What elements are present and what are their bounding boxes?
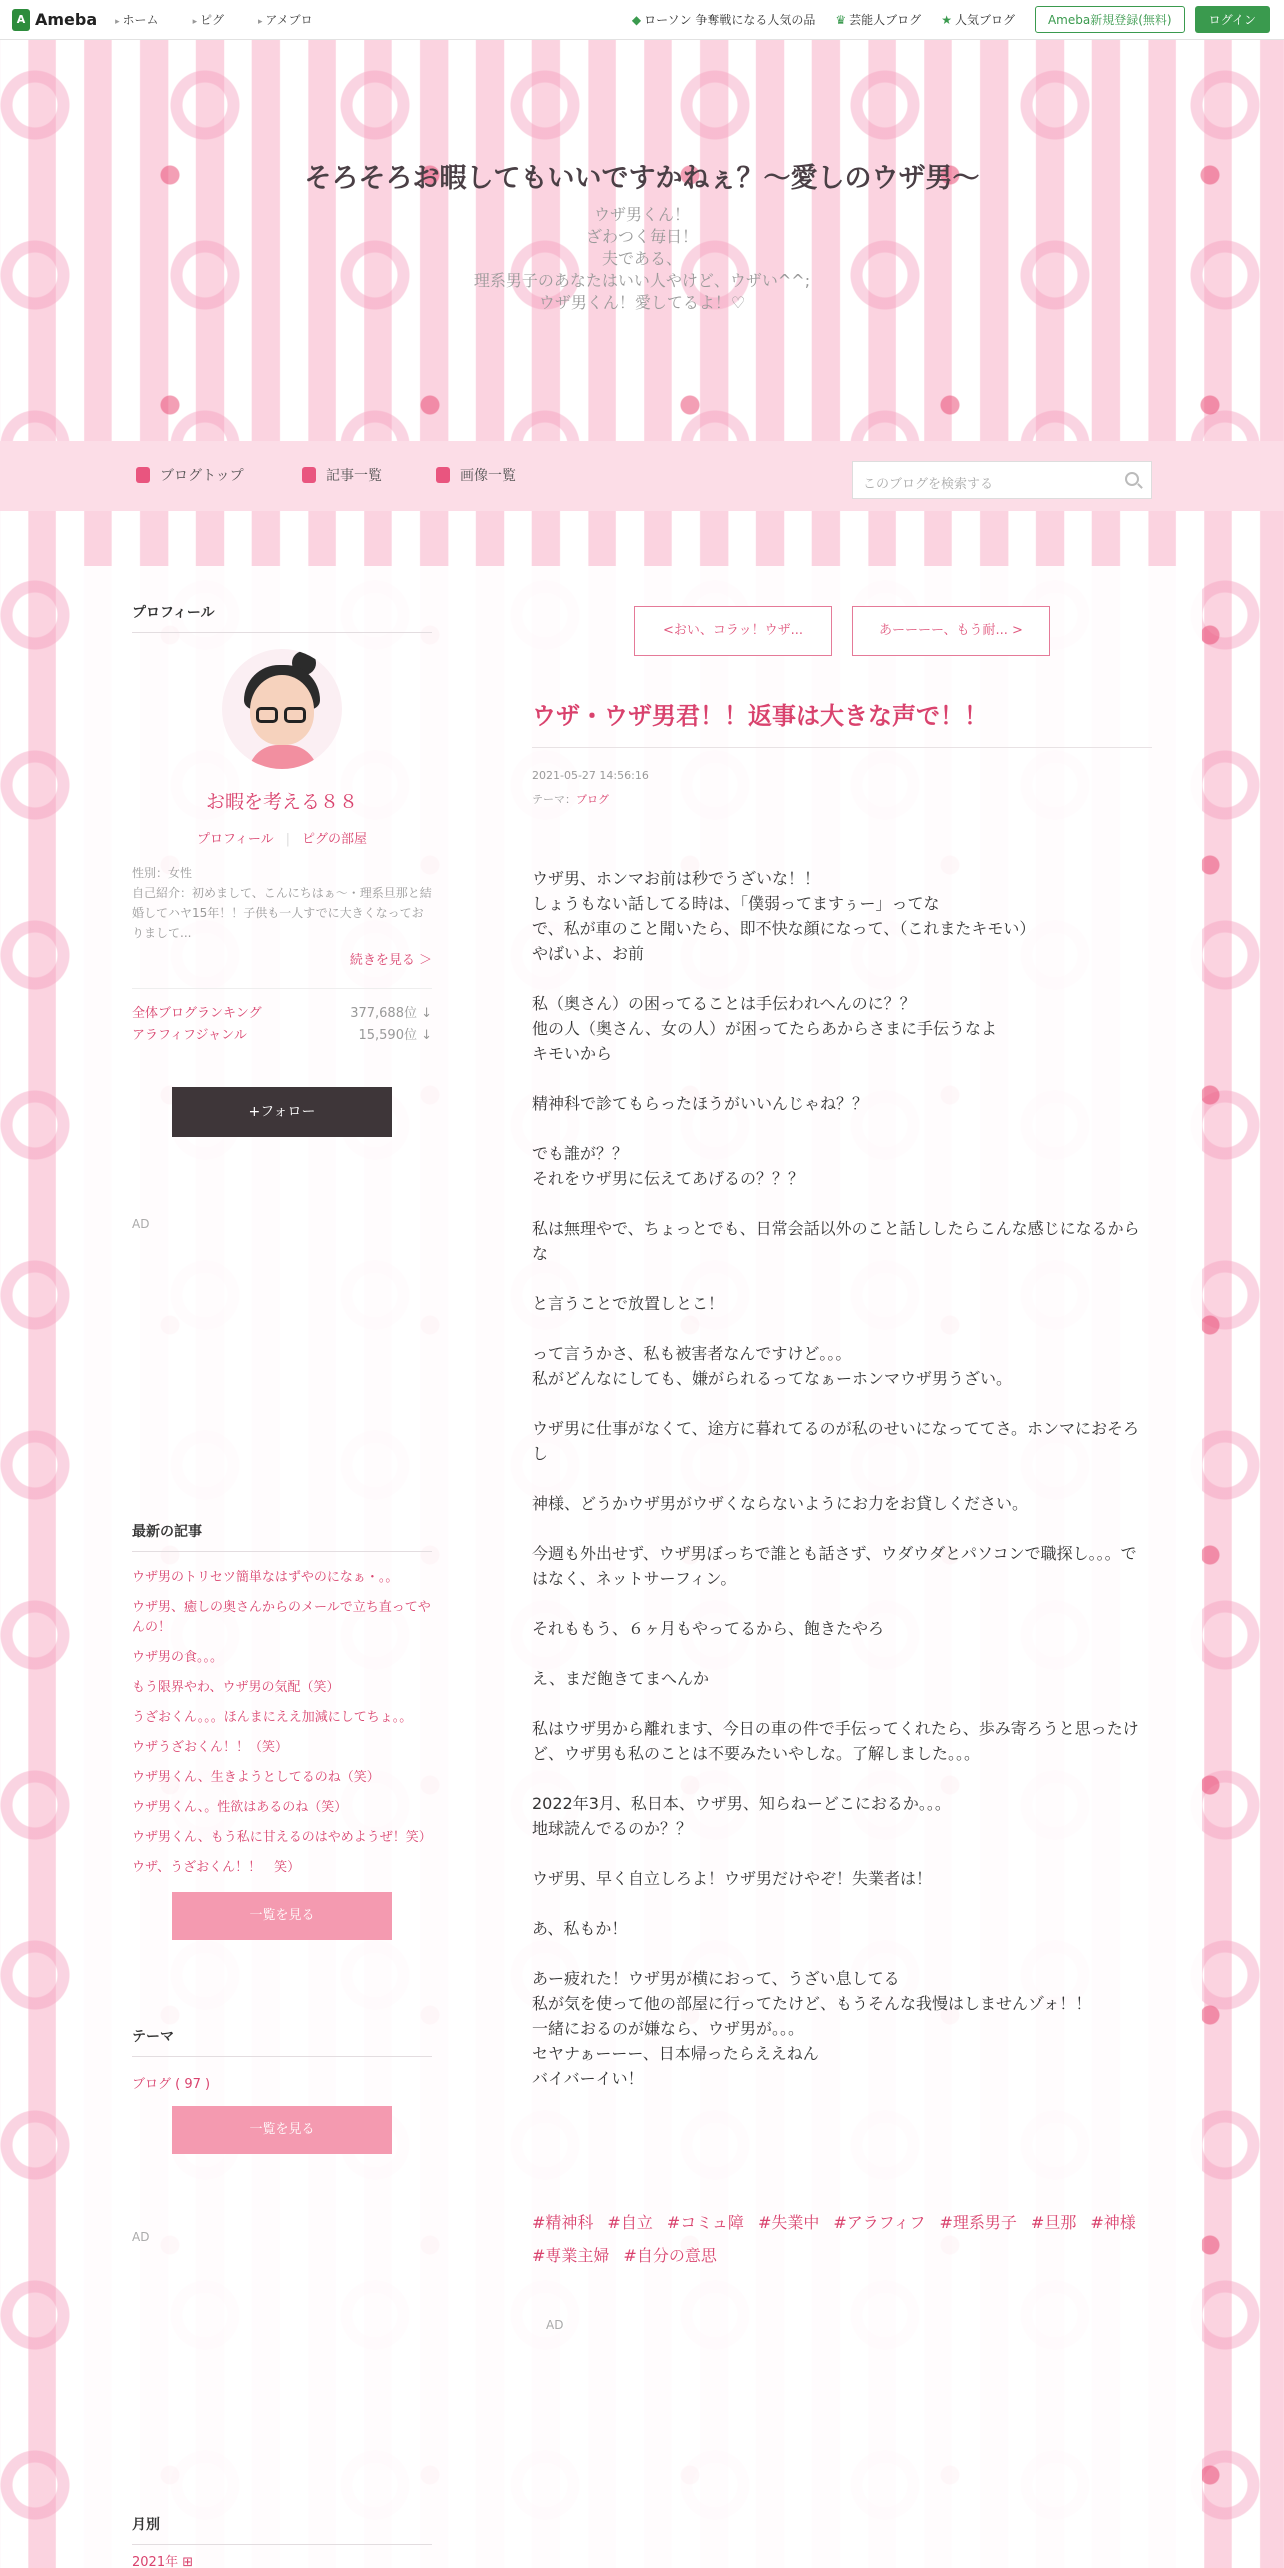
list-item[interactable]: ウザ男くん、もう私に甘えるのはやめようぜ！笑） bbox=[132, 1830, 432, 1845]
article-line: 私（奥さん）の困ってることは手伝われへんのに？？ bbox=[532, 994, 916, 1013]
profile-heading: プロフィール bbox=[132, 602, 432, 633]
article-line: キモいから bbox=[532, 1044, 613, 1063]
article-line: 他の人（奥さん、女の人）が困ってたらあからさまに手伝うなよ bbox=[532, 1019, 997, 1038]
article-line: と言うことで放置しとこ！ bbox=[532, 1294, 725, 1313]
hashtag[interactable]: #自分の意思 bbox=[623, 2246, 717, 2265]
list-item[interactable]: ウザ、うざおくん！！ 笑） bbox=[132, 1860, 301, 1875]
hashtag[interactable]: #自立 bbox=[607, 2213, 653, 2232]
hashtag[interactable]: #精神科 bbox=[532, 2213, 594, 2232]
blog-header bbox=[0, 40, 1284, 440]
article-body bbox=[532, 866, 1152, 2091]
hashtag[interactable]: #アラフィフ bbox=[833, 2213, 926, 2232]
article-title[interactable]: ウザ・ウザ男君！！返事は大きな声で！！ bbox=[532, 696, 1152, 748]
entry-list-icon bbox=[302, 467, 316, 483]
article-line: バイバーイい！ bbox=[532, 2069, 644, 2088]
list-item[interactable]: ウザ男の食。。。 bbox=[132, 1650, 224, 1665]
avatar[interactable] bbox=[222, 649, 342, 769]
hashtag[interactable]: #神様 bbox=[1090, 2213, 1136, 2232]
article-line: で、私が車のこと聞いたら、即不快な顔になって、（これまたキモい） bbox=[532, 919, 1036, 938]
article-line: あ、私もか！ bbox=[532, 1919, 628, 1938]
blog-title[interactable]: そろそろお暇してもいいですかねぇ？〜愛しのウザ男〜 bbox=[304, 163, 980, 194]
nav-entry-list[interactable]: 記事一覧 bbox=[302, 465, 382, 485]
nav-image-list[interactable]: 画像一覧 bbox=[436, 465, 516, 485]
prev-article-button[interactable]: <おい、コラッ！ウザ... bbox=[634, 606, 832, 656]
register-button[interactable]: Ameba新規登録(無料) bbox=[1035, 6, 1185, 33]
list-item[interactable]: もう限界やわ、ウザ男の気配（笑） bbox=[132, 1680, 340, 1695]
hashtag[interactable]: #コミュ障 bbox=[666, 2213, 744, 2232]
theme-more-button[interactable]: 一覧を見る bbox=[172, 2106, 392, 2154]
recent-more-button[interactable]: 一覧を見る bbox=[172, 1892, 392, 1940]
article-line: え、まだ飽きてまへんか bbox=[532, 1669, 709, 1688]
profile-link[interactable]: プロフィール bbox=[196, 832, 274, 847]
month-item[interactable]: 2021年 ⊞ bbox=[132, 2555, 194, 2568]
hashtag[interactable]: #専業主婦 bbox=[532, 2246, 610, 2265]
article-line: 私は無理やで、ちょっとでも、日常会話以外のこと話ししたらこんな感じになるからな bbox=[532, 1219, 1140, 1263]
rank-overall-label[interactable]: 全体ブログランキング bbox=[132, 1006, 262, 1021]
nav-blog-top[interactable]: ブログトップ bbox=[136, 465, 244, 485]
blog-nav bbox=[0, 441, 1284, 511]
list-item[interactable]: ウザ男のトリセツ簡単なはずやのになぁ・。。 bbox=[132, 1570, 399, 1585]
crown-icon: ♛ bbox=[835, 13, 847, 27]
list-item[interactable]: うざおくん。。。ほんまにええ加減にしてちょ。。 bbox=[132, 1710, 413, 1725]
article-line: 一緒におるのが嫌なら、ウザ男が。。。 bbox=[532, 2019, 805, 2038]
hashtag-list bbox=[532, 2206, 1152, 2272]
list-item[interactable]: ウザ男くん、生きようとしてるのね（笑） bbox=[132, 1770, 380, 1785]
topbar-link-popular[interactable]: ★ 人気ブログ bbox=[941, 13, 1015, 27]
main-container: プロフィール お暇を考える８８ プロフィール | ピグの部屋 性別：女性 自己紹介：初めまして、こんにちはぁ〜・理系旦那と結婚してハヤ15年！！子供も一人すでに大きくなっておりまして... 続きを見る ＞ 全体ブログランキング 377,688位 ↓ アラフィフジャンル 15,590位 ↓ +フォロー AD 最新の記事 ウザ男のトリセツ簡単なはずやのになぁ・。。 ウザ男、癒しの奥さんからのメールで立ち直ってやんの！ ウザ男の食。。。 もう限界やわ、ウザ男の気配（笑） うざおくん。。。ほんまにええ加減にしてちょ。。 ウザうざおくん！！（笑） ウザ男くん、生きようとしてるのね（笑） ウザ男くん、。性欲はあるのね（笑） ウザ男くん、もう私に甘えるのはやめようぜ！笑） ウザ、うざおくん！！ 笑） 一覧を見る テーマ ブログ ( 97 ) 一覧を見る AD 月別 2021年 ⊞ <おい、コラッ！ウザ... あーーーー、もう耐... > ウザ・ウザ男君！！返事は大きな声で！！ 2021-05-27 14:56:16 テーマ：ブログ ウザ男、ホンマお前は秒でうざいな！！ しょうもない話してる時は、「僕弱ってますぅー」ってな で、私が車のこと聞いたら、即不快な顔になって、（これまたキモい） やばいよ、お前 私（奥さん）の困ってることは手伝われへんのに？？ 他の人（奥さん、女の人）が困ってたらあからさまに手伝うなよ キモいから 精神科で診てもらったほうがいいんじゃね？？ でも誰が？？ それをウザ男に伝えてあげるの？？？ 私は無理やで、ちょっとでも、日常会話以外のこと話ししたらこんな感じになるからな と言うことで放置しとこ！ って言うかさ、私も被害者なんですけど。。。 私がどんなにしても、嫌がられるってなぁーホンマウザ男うざい。 ウザ男に仕事がなくて、途方に暮れてるのが私のせいになっててさ。ホンマにおそろし 神様、どうかウザ男がウザくならないようにお力をお貸しください。 今週も外出せず、ウザ男ぼっちで誰とも話さず、ウダウダとパソコンで職探し。。。ではなく、ネットサーフィン。 それももう、６ヶ月もやってるから、飽きたやろ え、まだ飽きてまへんか 私はウザ男から離れます、今日の車の件で手伝ってくれたら、歩み寄ろうと思ったけど、ウザ男も私のことは不要みたいやしな。了解しました。。。 2022年3月、私日本、ウザ男、知らねーどこにおるか。。。 地球読んでるのか？？ ウザ男、早く自立しろよ！ウザ男だけやぞ！失業者は！ あ、私もか！ あー疲れた！ウザ男が横におって、うざい息してる 私が気を使って他の部屋に行ってたけど、もうそんな我慢はしませんゾォ！！ 一緒におるのが嫌なら、ウザ男が。。。 セヤナぁーーー、日本帰ったらええねん バイバーイい！ #精神科 #自立 #コミュ障 #失業中 #アラフィフ #理系男子 #旦那 #神様#専業主婦 #自分の意思 AD bbox=[84, 566, 1202, 2568]
ameba-topbar bbox=[0, 0, 1284, 40]
search-icon[interactable] bbox=[1125, 472, 1139, 486]
article-theme-link[interactable]: ブログ bbox=[576, 793, 609, 806]
nav-ameblo[interactable]: ▸ アメブロ bbox=[258, 11, 313, 28]
ameba-logo-icon: A bbox=[12, 9, 30, 31]
camera-icon bbox=[436, 467, 450, 483]
recent-list bbox=[132, 1568, 432, 1878]
article-line: それをウザ男に伝えてあげるの？？？ bbox=[532, 1169, 805, 1188]
recent-heading: 最新の記事 bbox=[132, 1521, 432, 1552]
topbar-link-lawson[interactable]: ◆ ローソン 争奪戦になる人気の品 bbox=[631, 13, 816, 27]
topbar-link-celebrity[interactable]: ♛ 芸能人ブログ bbox=[835, 13, 922, 27]
blog-top-icon bbox=[136, 467, 150, 483]
month-heading: 月別 bbox=[132, 2514, 432, 2545]
nav-home[interactable]: ▸ ホーム bbox=[115, 11, 158, 28]
theme-item[interactable]: ブログ ( 97 ) bbox=[132, 2077, 211, 2092]
theme-heading: テーマ bbox=[132, 2026, 432, 2057]
pigg-room-link[interactable]: ピグの部屋 bbox=[302, 832, 368, 847]
blog-search-input[interactable]: このブログを検索する bbox=[852, 461, 1152, 499]
ameba-logo[interactable]: A Ameba bbox=[12, 9, 97, 31]
hashtag[interactable]: #失業中 bbox=[757, 2213, 820, 2232]
hashtag[interactable]: #理系男子 bbox=[939, 2213, 1017, 2232]
diamond-icon: ◆ bbox=[631, 13, 642, 27]
article-line: 今週も外出せず、ウザ男ぼっちで誰とも話さず、ウダウダとパソコンで職探し。。。ではなく、ネットサーフィン。 bbox=[532, 1544, 1137, 1588]
article-line: 神様、どうかウザ男がウザくならないようにお力をお貸しください。 bbox=[532, 1494, 1029, 1513]
ranking: 全体ブログランキング 377,688位 ↓ アラフィフジャンル 15,590位 ↓ bbox=[132, 988, 432, 1047]
login-button[interactable]: ログイン bbox=[1195, 6, 1270, 33]
article-line: ウザ男、早く自立しろよ！ウザ男だけやぞ！失業者は！ bbox=[532, 1869, 933, 1888]
ad-label: AD bbox=[132, 2230, 150, 2244]
article-line: 私がどんなにしても、嫌がられるってなぁーホンマウザ男うざい。 bbox=[532, 1369, 1013, 1388]
follow-button[interactable]: +フォロー bbox=[172, 1087, 392, 1137]
star-icon: ★ bbox=[941, 13, 952, 27]
article-line: 2022年3月、私日本、ウザ男、知らねーどこにおるか。。。 bbox=[532, 1794, 951, 1813]
ad-label: AD bbox=[546, 2318, 564, 2332]
profile-info: 性別：女性 自己紹介：初めまして、こんにちはぁ〜・理系旦那と結婚してハヤ15年！！子供も一人すでに大きくなっておりまして... bbox=[132, 866, 432, 940]
article-date: 2021-05-27 14:56:16 bbox=[532, 769, 649, 782]
ad-label: AD bbox=[132, 1217, 150, 1231]
article-line: やばいよ、お前 bbox=[532, 944, 645, 963]
rank-genre-label[interactable]: アラフィフジャンル bbox=[132, 1028, 247, 1043]
article-meta: 2021-05-27 14:56:16 テーマ：ブログ bbox=[532, 764, 649, 812]
nav-pigg[interactable]: ▸ ピグ bbox=[193, 11, 224, 28]
article-line: 精神科で診てもらったほうがいいんじゃね？？ bbox=[532, 1094, 869, 1113]
blog-description: ウザ男くん！ ざわつく毎日！ 夫である、 理系男子のあなたはいい人やけど、ウザい^^; ウザ男くん！愛してるよ！♡ bbox=[473, 205, 811, 312]
article-line: 私が気を使って他の部屋に行ってたけど、もうそんな我慢はしませんゾォ！！ bbox=[532, 1994, 1092, 2013]
article-line: って言うかさ、私も被害者なんですけど。。。 bbox=[532, 1344, 852, 1363]
list-item[interactable]: ウザ男くん、。性欲はあるのね（笑） bbox=[132, 1800, 348, 1815]
article-line: それももう、６ヶ月もやってるから、飽きたやろ bbox=[532, 1619, 885, 1638]
article-line: セヤナぁーーー、日本帰ったらええねん bbox=[532, 2044, 819, 2063]
profile-name[interactable]: お暇を考える８８ bbox=[205, 791, 358, 813]
list-item[interactable]: ウザうざおくん！！（笑） bbox=[132, 1740, 289, 1755]
article-line: ウザ男、ホンマお前は秒でうざいな！！ bbox=[532, 869, 821, 888]
article-line: あー疲れた！ウザ男が横におって、うざい息してる bbox=[532, 1969, 900, 1988]
profile-more-link[interactable]: 続きを見る ＞ bbox=[349, 953, 432, 968]
article-line: ウザ男に仕事がなくて、途方に暮れてるのが私のせいになっててさ。ホンマにおそろし bbox=[532, 1419, 1140, 1463]
list-item[interactable]: ウザ男、癒しの奥さんからのメールで立ち直ってやんの！ bbox=[132, 1600, 431, 1635]
next-article-button[interactable]: あーーーー、もう耐... > bbox=[852, 606, 1050, 656]
hashtag[interactable]: #旦那 bbox=[1030, 2213, 1077, 2232]
article-line: でも誰が？？ bbox=[532, 1144, 629, 1163]
article-line: 地球読んでるのか？？ bbox=[532, 1819, 693, 1838]
article-line: 私はウザ男から離れます、今日の車の件で手伝ってくれたら、歩み寄ろうと思ったけど、ウザ男も私のことは不要みたいやしな。了解しました。。。 bbox=[532, 1719, 1139, 1763]
article-line: しょうもない話してる時は、「僕弱ってますぅー」ってな bbox=[532, 894, 940, 913]
